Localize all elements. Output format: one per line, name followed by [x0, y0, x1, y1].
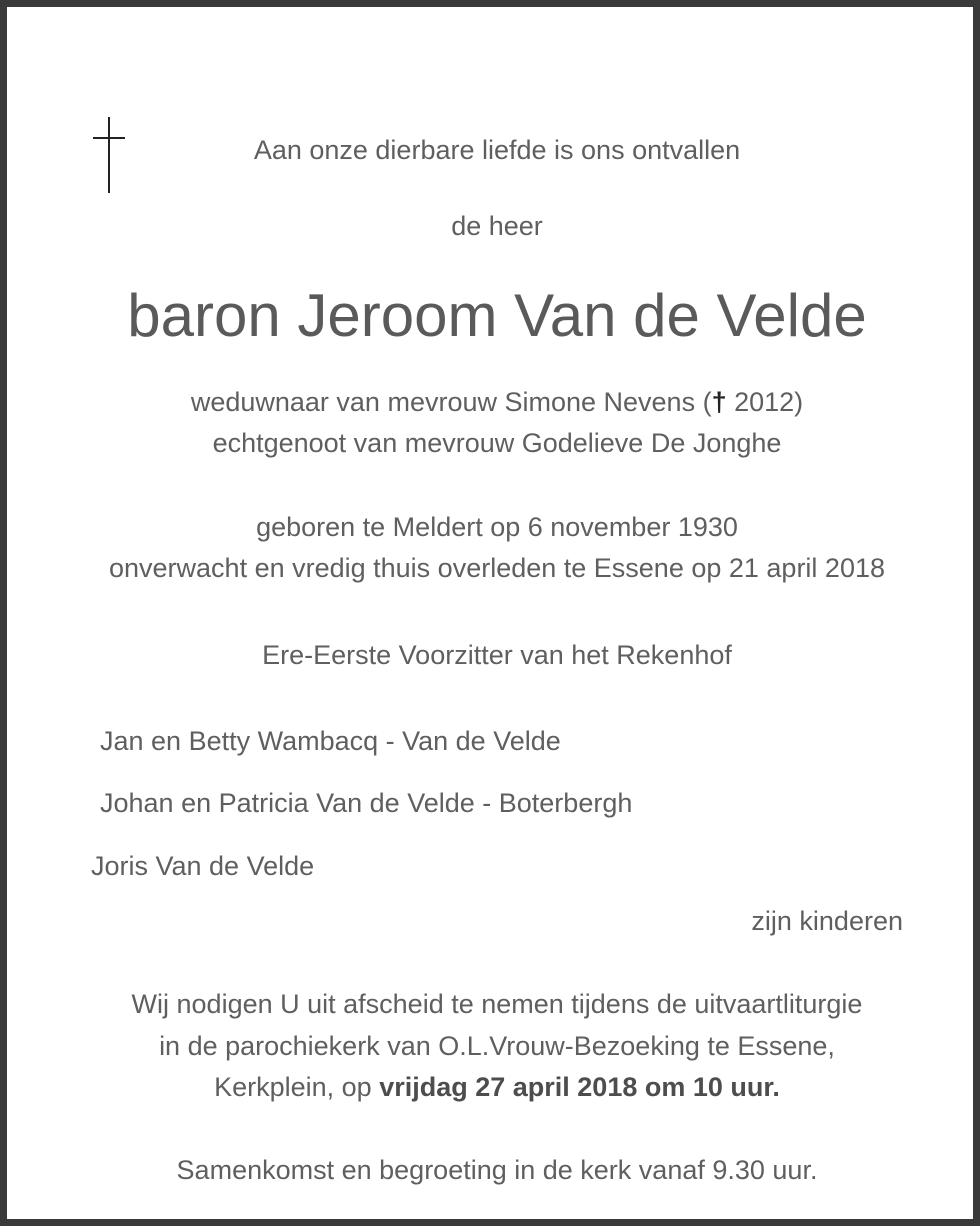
- title-prefix: de heer: [451, 211, 543, 241]
- spouse-widower-line: weduwnaar van mevrouw Simone Nevens († 2012): [190, 387, 804, 417]
- died-line: onverwacht en vredig thuis overleden te Essene op 21 april 2018: [109, 553, 885, 583]
- children-label: zijn kinderen: [751, 906, 903, 936]
- invite-line-1: Wij nodigen U uit afscheid te nemen tijdens de uitvaartliturgie: [131, 989, 863, 1019]
- child-item: Joris Van de Velde: [91, 851, 315, 881]
- invite-line-3: Kerkplein, op vrijdag 27 april 2018 om 10 uur.: [214, 1072, 780, 1102]
- child-item: Jan en Betty Wambacq - Van de Velde: [100, 726, 561, 756]
- deceased-name: baron Jeroom Van de Velde: [127, 282, 867, 349]
- ceremony-date: vrijdag 27 april 2018 om 10 uur.: [379, 1072, 780, 1102]
- invite-line-2: in de parochiekerk van O.L.Vrouw-Bezoeking te Essene,: [159, 1031, 835, 1061]
- born-line: geboren te Meldert op 6 november 1930: [256, 512, 738, 542]
- spouse-line: echtgenoot van mevrouw Godelieve De Jonghe: [212, 428, 782, 458]
- function-line: Ere-Eerste Voorzitter van het Rekenhof: [262, 640, 732, 670]
- gathering-line: Samenkomst en begroeting in de kerk vanaf 9.30 uur.: [176, 1155, 818, 1185]
- intro-text: Aan onze dierbare liefde is ons ontvallen: [253, 135, 741, 165]
- dagger-icon: †: [711, 387, 727, 417]
- child-item: Johan en Patricia Van de Velde - Boterbergh: [100, 788, 633, 818]
